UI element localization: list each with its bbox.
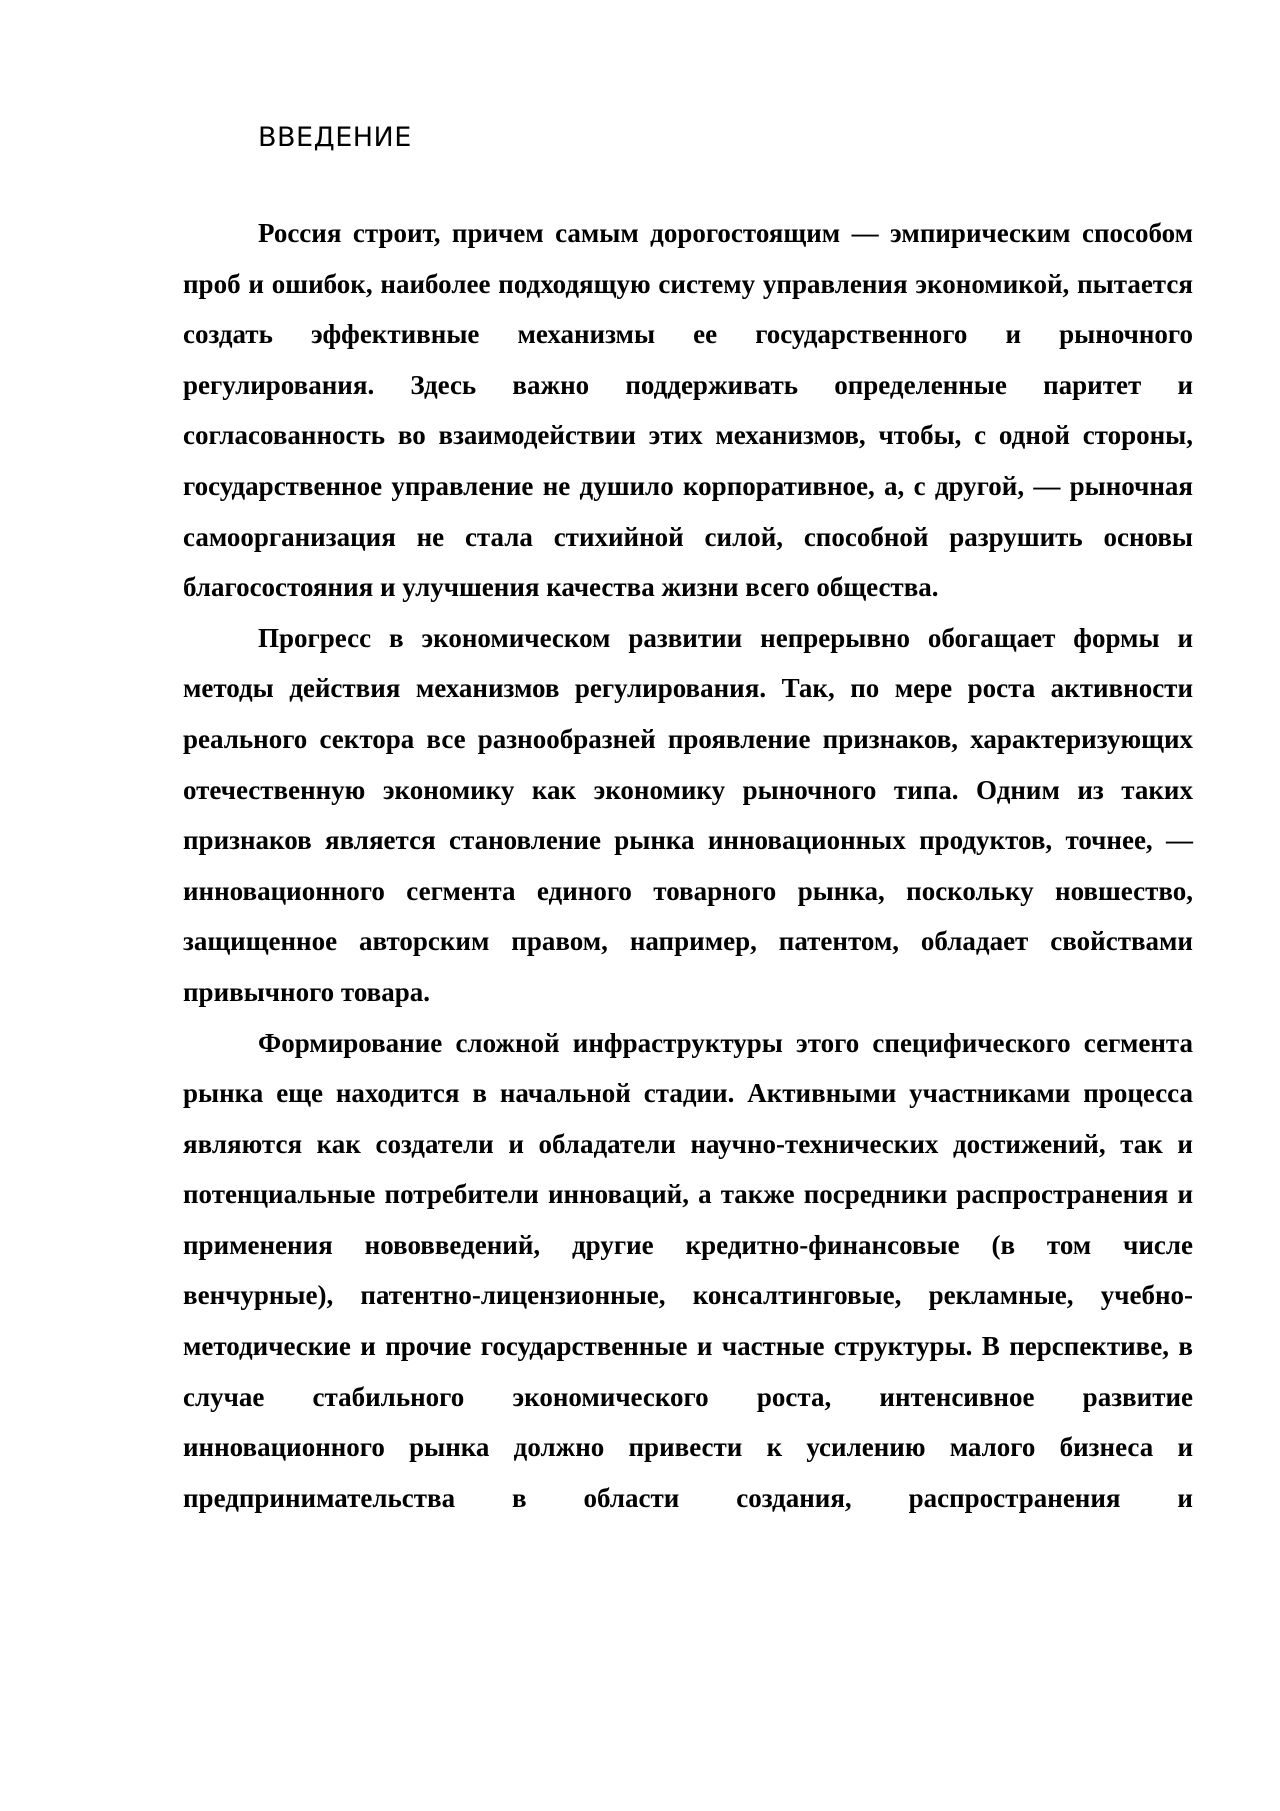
paragraph-3: Формирование сложной инфраструктуры этого специфического сегмента рынка еще находится в начальной стадии. Активными участниками процесса являются как создатели и обладатели научно-технических достижений, так и потенциальные потребители инноваций, а также посредники распространения и применения нововведений, другие кредитно-финансовые (в том числе венчурные), патентно-лицензионные, консалтинговые, рекламные, учебно-методические и прочие государственные и частные структуры. В перспективе, в случае стабильного экономического роста, интенсивное развитие инновационного рынка должно привести к усилению малого бизнеса и предпринимательства в области создания, распространения и [183, 1027, 1193, 1513]
paragraph-1: Россия строит, причем самым дорогостоящим — эмпирическим способом проб и ошибок, наиболее подходящую систему управления экономикой, пытается создать эффективные механизмы ее государственного и рыночного регулирования. Здесь важно поддерживать определенные паритет и согласованность во взаимодействии этих механизмов, чтобы, с одной стороны, государственное управление не душило корпоративное, а, с другой, — рыночная самоорганизация не стала стихийной силой, способной разрушить основы благосостояния и улучшения качества жизни всего общества. [183, 218, 1193, 603]
section-heading: ВВЕДЕНИЕ [258, 122, 412, 153]
body-text [183, 208, 1193, 1523]
paragraph-2: Прогресс в экономическом развитии непрерывно обогащает формы и методы действия механизмов регулирования. Так, по мере роста активности реального сектора все разнообразней проявление признаков, характеризующих отечественную экономику как экономику рыночного типа. Одним из таких признаков является становление рынка инновационных продуктов, точнее, — инновационного сегмента единого товарного рынка, поскольку новшество, защищенное авторским правом, например, патентом, обладает свойствами привычного товара. [183, 622, 1193, 1007]
